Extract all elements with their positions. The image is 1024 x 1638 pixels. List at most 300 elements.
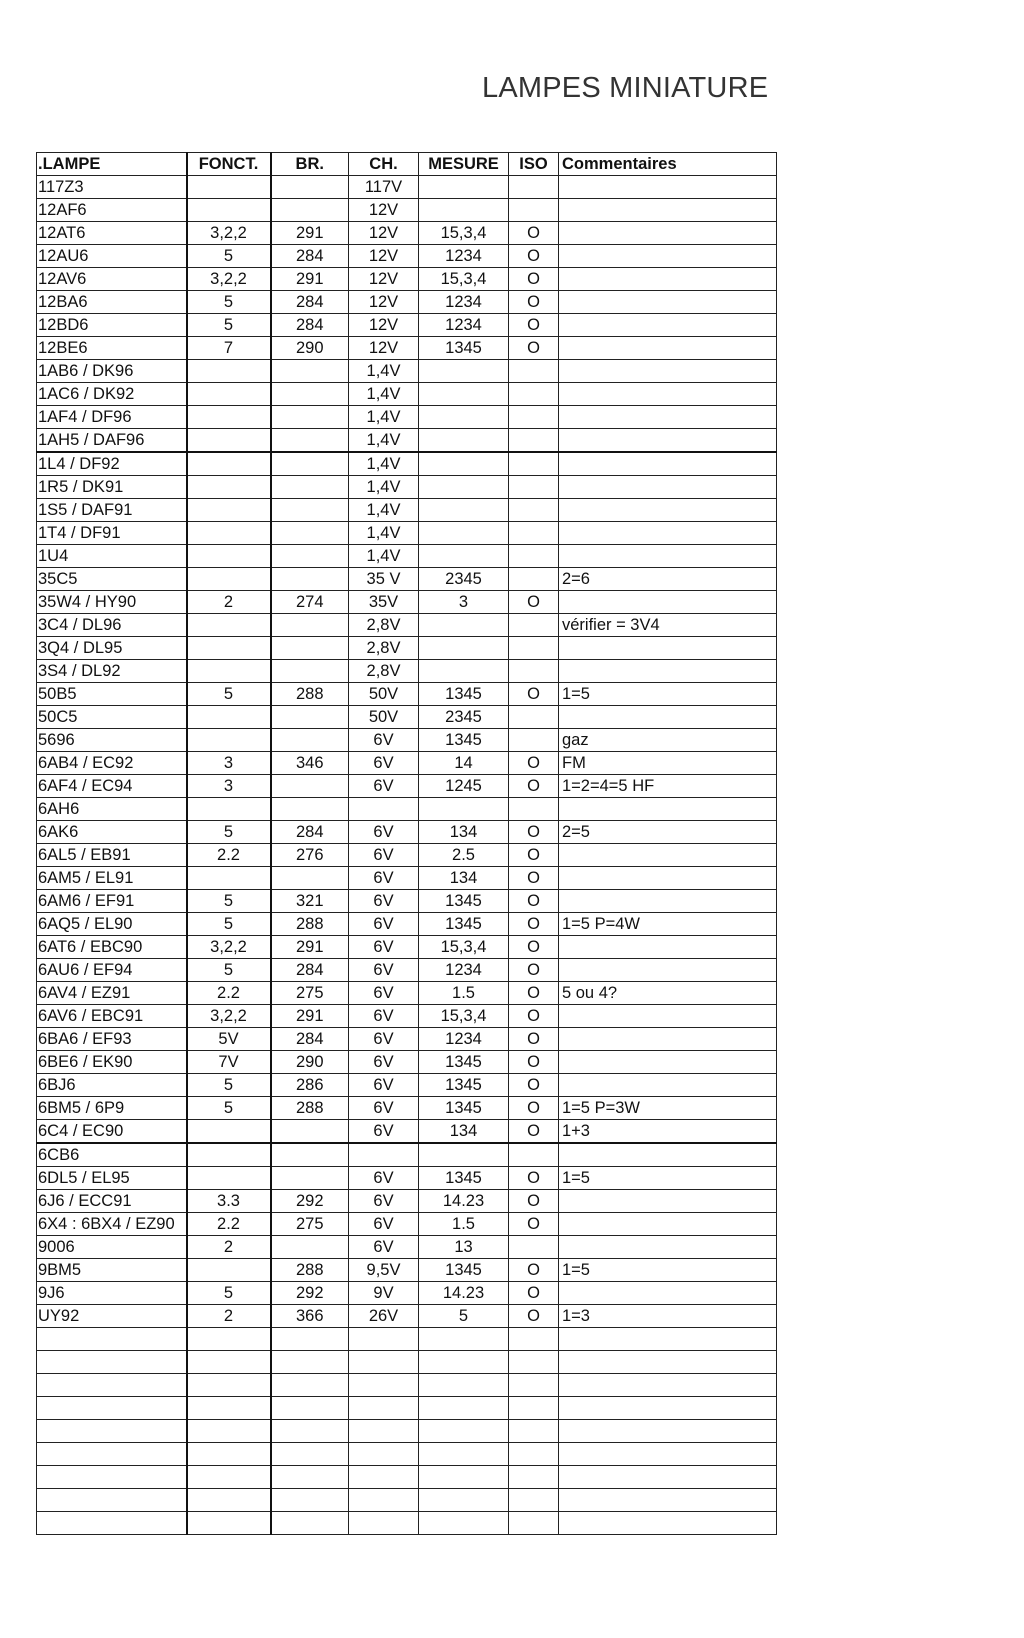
cell-iso [509,614,559,637]
empty-cell [187,1489,271,1512]
cell-ch: 50V [349,706,419,729]
empty-cell [37,1397,187,1420]
cell-mesure: 2345 [419,706,509,729]
empty-cell [559,1466,777,1489]
cell-br: 288 [271,1097,349,1120]
cell-fonct [187,660,271,683]
table-row [37,959,777,982]
table-row [37,452,777,476]
cell-commentaires: 2=6 [559,568,777,591]
cell-ch: 12V [349,199,419,222]
cell-iso: O [509,683,559,706]
cell-ch: 6V [349,1005,419,1028]
empty-cell [349,1420,419,1443]
cell-commentaires [559,176,777,199]
cell-commentaires [559,959,777,982]
cell-fonct [187,729,271,752]
table-row [37,936,777,959]
cell-br: 288 [271,913,349,936]
cell-iso [509,452,559,476]
cell-commentaires [559,798,777,821]
cell-ch: 2,8V [349,614,419,637]
table-row [37,752,777,775]
cell-lampe: 1L4 / DF92 [37,452,187,476]
empty-cell [349,1512,419,1535]
cell-mesure: 1245 [419,775,509,798]
table-row [37,1305,777,1328]
cell-lampe: 12BA6 [37,291,187,314]
cell-lampe: 1U4 [37,545,187,568]
cell-ch: 35V [349,591,419,614]
cell-br [271,199,349,222]
empty-cell [349,1397,419,1420]
empty-cell [509,1443,559,1466]
cell-br: 284 [271,821,349,844]
cell-ch: 6V [349,1028,419,1051]
cell-lampe: 6AQ5 / EL90 [37,913,187,936]
table-row [37,1120,777,1144]
cell-lampe: 35W4 / HY90 [37,591,187,614]
cell-iso [509,729,559,752]
cell-fonct: 5 [187,1097,271,1120]
empty-cell [349,1374,419,1397]
cell-br: 291 [271,222,349,245]
table-row [37,913,777,936]
table-row [37,867,777,890]
cell-iso [509,637,559,660]
empty-row [37,1466,777,1489]
cell-fonct [187,1167,271,1190]
cell-commentaires [559,890,777,913]
empty-cell [37,1443,187,1466]
empty-cell [37,1420,187,1443]
table-row [37,268,777,291]
cell-mesure [419,199,509,222]
cell-ch: 9,5V [349,1259,419,1282]
cell-lampe: 6AV4 / EZ91 [37,982,187,1005]
cell-mesure: 1345 [419,1074,509,1097]
cell-ch: 2,8V [349,660,419,683]
empty-cell [271,1397,349,1420]
cell-lampe: 12AF6 [37,199,187,222]
cell-lampe: 1S5 / DAF91 [37,499,187,522]
cell-ch: 26V [349,1305,419,1328]
empty-cell [271,1512,349,1535]
cell-fonct: 3,2,2 [187,268,271,291]
cell-mesure: 1345 [419,1167,509,1190]
cell-iso: O [509,913,559,936]
cell-lampe: 6AH6 [37,798,187,821]
cell-fonct [187,199,271,222]
cell-br [271,775,349,798]
cell-mesure: 1345 [419,1259,509,1282]
empty-cell [349,1466,419,1489]
empty-cell [37,1328,187,1351]
cell-commentaires: 1=5 [559,1259,777,1282]
cell-mesure: 1345 [419,1097,509,1120]
cell-iso: O [509,337,559,360]
cell-iso [509,545,559,568]
cell-br: 275 [271,982,349,1005]
cell-iso: O [509,1213,559,1236]
cell-ch: 12V [349,268,419,291]
empty-cell [349,1443,419,1466]
table-row [37,522,777,545]
cell-mesure: 1234 [419,314,509,337]
cell-iso [509,1143,559,1167]
cell-commentaires [559,1074,777,1097]
cell-iso: O [509,1074,559,1097]
cell-iso: O [509,821,559,844]
cell-iso: O [509,775,559,798]
cell-br: 290 [271,1051,349,1074]
empty-cell [419,1397,509,1420]
cell-lampe: UY92 [37,1305,187,1328]
cell-ch: 1,4V [349,522,419,545]
cell-lampe: 6BM5 / 6P9 [37,1097,187,1120]
cell-iso: O [509,867,559,890]
cell-br [271,660,349,683]
empty-cell [509,1466,559,1489]
cell-fonct [187,522,271,545]
cell-mesure [419,429,509,453]
cell-fonct: 2.2 [187,982,271,1005]
cell-br [271,429,349,453]
cell-fonct: 5 [187,291,271,314]
cell-ch: 6V [349,1097,419,1120]
empty-cell [271,1374,349,1397]
cell-ch: 6V [349,1167,419,1190]
cell-mesure: 1345 [419,729,509,752]
table-row [37,1259,777,1282]
cell-lampe: 1AC6 / DK92 [37,383,187,406]
cell-ch: 6V [349,1236,419,1259]
empty-cell [271,1489,349,1512]
cell-mesure: 15,3,4 [419,936,509,959]
cell-lampe: 35C5 [37,568,187,591]
cell-iso [509,1236,559,1259]
cell-lampe: 6AL5 / EB91 [37,844,187,867]
table-row [37,614,777,637]
cell-ch: 6V [349,1051,419,1074]
cell-br: 292 [271,1282,349,1305]
cell-br: 291 [271,1005,349,1028]
cell-mesure: 134 [419,867,509,890]
cell-fonct: 3 [187,752,271,775]
cell-iso: O [509,1167,559,1190]
cell-iso: O [509,844,559,867]
cell-commentaires [559,1282,777,1305]
empty-cell [509,1512,559,1535]
cell-lampe: 6AV6 / EBC91 [37,1005,187,1028]
cell-commentaires [559,1028,777,1051]
cell-commentaires [559,1190,777,1213]
cell-iso: O [509,1097,559,1120]
table-row [37,245,777,268]
empty-cell [349,1328,419,1351]
table-row [37,591,777,614]
header-br: BR. [271,153,349,176]
empty-cell [271,1420,349,1443]
cell-lampe: 6BE6 / EK90 [37,1051,187,1074]
empty-cell [37,1489,187,1512]
cell-br [271,1236,349,1259]
cell-lampe: 9006 [37,1236,187,1259]
empty-row [37,1397,777,1420]
cell-br [271,522,349,545]
cell-commentaires [559,291,777,314]
cell-mesure: 14.23 [419,1282,509,1305]
cell-fonct: 5V [187,1028,271,1051]
header-lampe: .LAMPE [37,153,187,176]
cell-br: 288 [271,683,349,706]
cell-ch: 6V [349,1190,419,1213]
cell-commentaires [559,406,777,429]
table-row [37,176,777,199]
cell-ch: 6V [349,913,419,936]
cell-ch: 6V [349,729,419,752]
cell-fonct [187,452,271,476]
cell-br: 288 [271,1259,349,1282]
cell-br [271,476,349,499]
cell-ch: 1,4V [349,476,419,499]
cell-mesure [419,637,509,660]
cell-mesure: 134 [419,821,509,844]
cell-fonct [187,867,271,890]
cell-fonct [187,545,271,568]
cell-iso [509,476,559,499]
cell-ch: 12V [349,337,419,360]
cell-fonct: 3,2,2 [187,936,271,959]
cell-lampe: 6J6 / ECC91 [37,1190,187,1213]
cell-fonct [187,568,271,591]
empty-cell [419,1443,509,1466]
cell-lampe: 6AU6 / EF94 [37,959,187,982]
table-row [37,1051,777,1074]
empty-row [37,1374,777,1397]
cell-mesure: 14 [419,752,509,775]
empty-cell [419,1420,509,1443]
header-row [37,153,777,176]
cell-br: 290 [271,337,349,360]
table-row [37,1005,777,1028]
cell-br: 286 [271,1074,349,1097]
cell-commentaires: 2=5 [559,821,777,844]
empty-cell [419,1512,509,1535]
cell-br: 284 [271,1028,349,1051]
cell-mesure: 13 [419,1236,509,1259]
table-row [37,314,777,337]
cell-mesure: 15,3,4 [419,1005,509,1028]
cell-lampe: 3C4 / DL96 [37,614,187,637]
empty-cell [187,1420,271,1443]
cell-br: 274 [271,591,349,614]
cell-fonct: 7 [187,337,271,360]
cell-ch: 6V [349,1120,419,1144]
cell-lampe: 6AT6 / EBC90 [37,936,187,959]
cell-br: 366 [271,1305,349,1328]
cell-mesure: 1234 [419,959,509,982]
cell-iso: O [509,1190,559,1213]
cell-iso [509,706,559,729]
table-row [37,337,777,360]
cell-mesure: 15,3,4 [419,268,509,291]
cell-mesure: 1345 [419,337,509,360]
cell-ch: 12V [349,222,419,245]
empty-cell [187,1443,271,1466]
cell-ch: 12V [349,291,419,314]
cell-mesure [419,522,509,545]
page-title: LAMPES MINIATURE [482,72,769,104]
table-row [37,798,777,821]
cell-mesure [419,452,509,476]
cell-commentaires: 1=5 [559,683,777,706]
cell-lampe: 6AM6 / EF91 [37,890,187,913]
cell-iso: O [509,291,559,314]
cell-ch: 6V [349,936,419,959]
empty-row [37,1443,777,1466]
cell-fonct [187,383,271,406]
cell-ch: 9V [349,1282,419,1305]
cell-fonct: 2 [187,1305,271,1328]
cell-mesure: 5 [419,1305,509,1328]
cell-commentaires [559,545,777,568]
cell-commentaires: 1=5 [559,1167,777,1190]
table-row [37,291,777,314]
header-ch: CH. [349,153,419,176]
table-row [37,1190,777,1213]
cell-mesure: 1234 [419,245,509,268]
empty-cell [37,1374,187,1397]
cell-iso: O [509,222,559,245]
table-row [37,499,777,522]
table-row [37,1097,777,1120]
cell-iso [509,568,559,591]
cell-ch: 1,4V [349,499,419,522]
cell-br [271,798,349,821]
cell-iso: O [509,890,559,913]
empty-cell [187,1351,271,1374]
table-row [37,383,777,406]
cell-commentaires [559,452,777,476]
cell-fonct [187,429,271,453]
table-row [37,683,777,706]
empty-cell [419,1374,509,1397]
cell-commentaires [559,1213,777,1236]
cell-iso: O [509,268,559,291]
table-row [37,568,777,591]
cell-fonct [187,476,271,499]
cell-lampe: 6AM5 / EL91 [37,867,187,890]
empty-cell [559,1512,777,1535]
table-row [37,706,777,729]
cell-mesure: 3 [419,591,509,614]
cell-br [271,637,349,660]
table-row [37,1213,777,1236]
table-row [37,1028,777,1051]
table-row [37,729,777,752]
table-row [37,406,777,429]
cell-commentaires [559,222,777,245]
cell-ch: 1,4V [349,545,419,568]
cell-iso: O [509,752,559,775]
table-row [37,429,777,453]
cell-lampe: 12AV6 [37,268,187,291]
header-commentaires: Commentaires [559,153,777,176]
cell-fonct: 5 [187,683,271,706]
cell-fonct [187,176,271,199]
empty-cell [419,1466,509,1489]
cell-iso [509,199,559,222]
empty-cell [349,1351,419,1374]
empty-cell [559,1420,777,1443]
table-row [37,982,777,1005]
cell-iso: O [509,1051,559,1074]
cell-br [271,406,349,429]
cell-br [271,360,349,383]
cell-lampe: 1R5 / DK91 [37,476,187,499]
empty-cell [187,1328,271,1351]
cell-iso: O [509,1028,559,1051]
empty-cell [187,1374,271,1397]
cell-iso: O [509,1120,559,1144]
empty-cell [559,1328,777,1351]
cell-commentaires: 1+3 [559,1120,777,1144]
cell-commentaires [559,591,777,614]
cell-commentaires: 1=3 [559,1305,777,1328]
table-row [37,360,777,383]
empty-cell [559,1374,777,1397]
cell-fonct [187,360,271,383]
empty-cell [271,1351,349,1374]
cell-iso: O [509,1305,559,1328]
cell-lampe: 6CB6 [37,1143,187,1167]
cell-fonct [187,1259,271,1282]
cell-lampe: 1T4 / DF91 [37,522,187,545]
empty-cell [271,1443,349,1466]
cell-lampe: 1AB6 / DK96 [37,360,187,383]
empty-cell [509,1328,559,1351]
cell-ch: 6V [349,1074,419,1097]
cell-br [271,568,349,591]
cell-fonct: 3,2,2 [187,1005,271,1028]
cell-fonct [187,406,271,429]
cell-br: 276 [271,844,349,867]
empty-cell [509,1351,559,1374]
cell-fonct: 5 [187,314,271,337]
cell-mesure: 14.23 [419,1190,509,1213]
cell-fonct [187,614,271,637]
cell-lampe: 6AF4 / EC94 [37,775,187,798]
cell-ch: 1,4V [349,383,419,406]
cell-lampe: 6BJ6 [37,1074,187,1097]
cell-br: 284 [271,291,349,314]
table-body [37,176,777,1535]
cell-br [271,867,349,890]
cell-mesure [419,360,509,383]
empty-row [37,1512,777,1535]
cell-commentaires: 1=5 P=4W [559,913,777,936]
cell-lampe: 12BD6 [37,314,187,337]
cell-commentaires [559,844,777,867]
cell-ch: 6V [349,821,419,844]
cell-iso [509,360,559,383]
cell-fonct: 5 [187,913,271,936]
cell-br: 284 [271,314,349,337]
header-iso: ISO [509,153,559,176]
cell-br: 275 [271,1213,349,1236]
cell-commentaires [559,429,777,453]
